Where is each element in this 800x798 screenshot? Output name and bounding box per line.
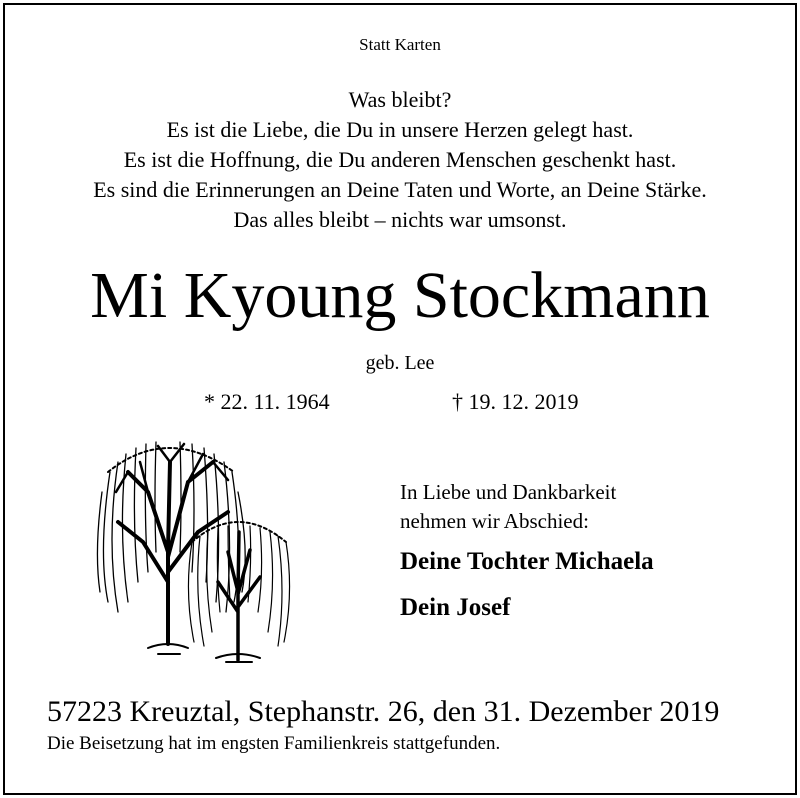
birth-date: * 22. 11. 1964	[204, 389, 330, 414]
maiden-name: geb. Lee	[365, 352, 435, 374]
signer-josef: Dein Josef	[400, 594, 511, 621]
farewell-text	[400, 478, 616, 536]
burial-note: Die Beisetzung hat im engsten Familienkreis stattgefunden.	[47, 733, 501, 754]
death-date: † 19. 12. 2019	[452, 389, 579, 414]
deceased-name: Mi Kyoung Stockmann	[90, 259, 710, 332]
farewell-line: nehmen wir Abschied:	[400, 509, 589, 533]
poem	[0, 85, 800, 235]
address-date-line: 57223 Kreuztal, Stephanstr. 26, den 31. Dezember 2019	[47, 695, 720, 728]
statt-karten-label: Statt Karten	[359, 35, 441, 54]
weeping-willow-trees-icon	[88, 432, 306, 664]
poem-line: Das alles bleibt – nichts war umsonst.	[233, 207, 567, 232]
poem-line: Es ist die Liebe, die Du in unsere Herzen gelegt hast.	[166, 117, 634, 142]
poem-line: Was bleibt?	[348, 87, 452, 112]
poem-line: Es sind die Erinnerungen an Deine Taten und Worte, an Deine Stärke.	[93, 177, 707, 202]
poem-line: Es ist die Hoffnung, die Du anderen Menschen geschenkt hast.	[123, 147, 677, 172]
farewell-line: In Liebe und Dankbarkeit	[400, 480, 617, 504]
signer-daughter: Deine Tochter Michaela	[400, 548, 654, 575]
